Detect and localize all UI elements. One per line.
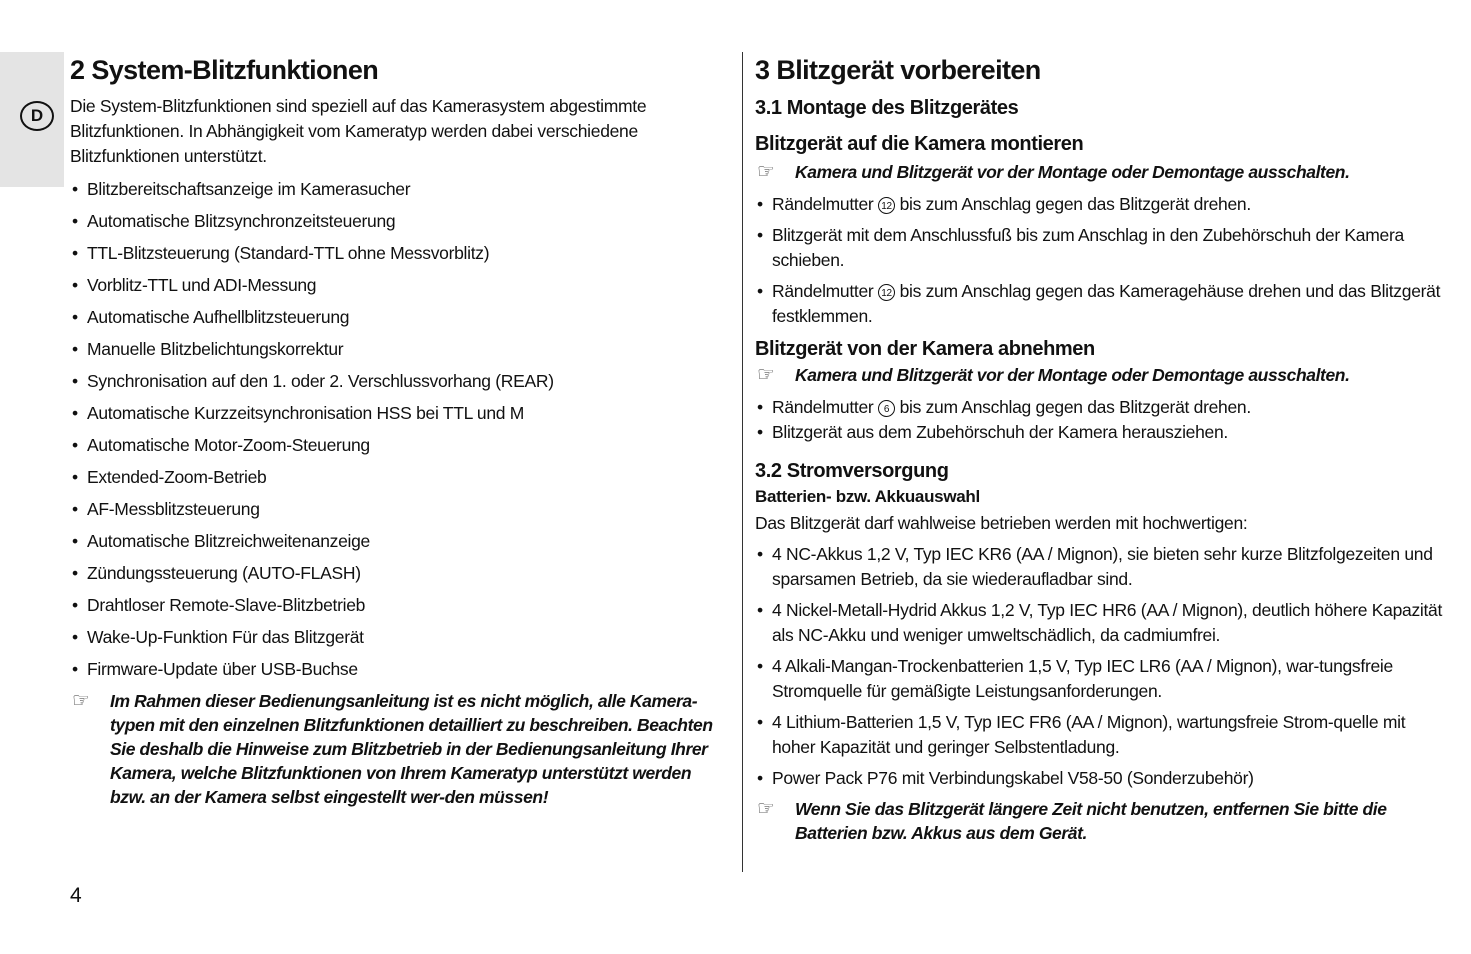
feature-item: • Automatische Blitzsynchronzeitsteuerung xyxy=(70,209,730,234)
right-column xyxy=(755,52,1445,845)
feature-item: • Firmware-Update über USB-Buchse xyxy=(70,657,730,682)
section-3-1-heading: 3.1 Montage des Blitzgerätes xyxy=(755,97,1019,119)
step-text: Rändelmutter xyxy=(772,281,874,301)
battery-intro: Das Blitzgerät darf wahlweise betrieben werden mit hochwertigen: xyxy=(755,513,1248,533)
section-3-2-heading: 3.2 Stromversorgung xyxy=(755,460,949,482)
mount-note xyxy=(755,160,1445,184)
feature-item: • Automatische Kurzzeitsynchronisation HSS bei TTL und M xyxy=(70,401,730,426)
remove-steps xyxy=(755,395,1445,445)
feature-item: • Vorblitz-TTL und ADI-Messung xyxy=(70,273,730,298)
step-text: Blitzgerät aus dem Zubehörschuh der Kamera herausziehen. xyxy=(772,422,1228,442)
feature-item: • Blitzbereitschaftsanzeige im Kamerasucher xyxy=(70,177,730,202)
step-item xyxy=(755,223,1445,273)
battery-item: • 4 Nickel-Metall-Hydrid Akkus 1,2 V, Typ IEC HR6 (AA / Mignon), deutlich höhere Kapazität als NC-Akku und weniger umweltschädlich, da cadmiumfrei. xyxy=(755,598,1445,648)
step-item xyxy=(755,420,1445,445)
battery-item: • 4 Alkali-Mangan-Trockenbatterien 1,5 V, Typ IEC LR6 (AA / Mignon), war-tungsfreie Stromquelle für gemäßigte Leistungsanforderungen. xyxy=(755,654,1445,704)
feature-list xyxy=(70,177,730,682)
feature-item: • Zündungssteuerung (AUTO-FLASH) xyxy=(70,561,730,586)
mount-steps xyxy=(755,192,1445,329)
step-text: Blitzgerät mit dem Anschlussfuß bis zum Anschlag in den Zubehörschuh der Kamera schieben. xyxy=(772,225,1404,270)
column-divider xyxy=(742,52,743,872)
remove-heading: Blitzgerät von der Kamera abnehmen xyxy=(755,338,1095,360)
left-note-text: Im Rahmen dieser Bedienungsanleitung ist es nicht möglich, alle Kamera-typen mit den einzelnen Blitzfunktionen detailliert zu beschreiben. Beachten Sie deshalb die Hinweise zum Blitzbetrieb in der Bedienungsanleitung Ihrer Kamera, welche Blitzfunktionen von Ihrem Kameratyp unterstützt werden bzw. an der Kamera selbst eingestellt wer-den müssen! xyxy=(110,691,713,807)
mount-heading: Blitzgerät auf die Kamera montieren xyxy=(755,133,1084,155)
pointing-hand-icon: ☞ xyxy=(757,161,775,183)
battery-heading: Batterien- bzw. Akkuauswahl xyxy=(755,487,980,506)
remove-note-text: Kamera und Blitzgerät vor der Montage oder Demontage ausschalten. xyxy=(795,365,1350,385)
step-item xyxy=(755,192,1445,217)
language-marker: D xyxy=(20,101,54,131)
step-text: bis zum Anschlag gegen das Kameragehäuse drehen und das Blitzgerät festklemmen. xyxy=(772,281,1441,326)
step-text: bis zum Anschlag gegen das Blitzgerät drehen. xyxy=(899,397,1251,417)
left-note xyxy=(70,689,730,809)
section-2-intro: Die System-Blitzfunktionen sind speziell auf das Kamerasystem abgestimmte Blitzfunktionen. In Abhängigkeit vom Kameratyp werden dabei verschiedene Blitzfunktionen unterstützt. xyxy=(70,96,647,166)
feature-item: • Extended-Zoom-Betrieb xyxy=(70,465,730,490)
mount-note-text: Kamera und Blitzgerät vor der Montage oder Demontage ausschalten. xyxy=(795,162,1350,182)
pointing-hand-icon: ☞ xyxy=(72,690,90,712)
section-2-heading: 2 System-Blitzfunktionen xyxy=(70,55,379,85)
battery-item: • 4 NC-Akkus 1,2 V, Typ IEC KR6 (AA / Mignon), sie bieten sehr kurze Blitzfolgezeiten und sparsamen Betrieb, da sie wiederaufladbar sind. xyxy=(755,542,1445,592)
feature-item: • TTL-Blitzsteuerung (Standard-TTL ohne Messvorblitz) xyxy=(70,241,730,266)
step-text: Rändelmutter xyxy=(772,397,874,417)
feature-item: • Manuelle Blitzbelichtungskorrektur xyxy=(70,337,730,362)
battery-note-text: Wenn Sie das Blitzgerät längere Zeit nicht benutzen, entfernen Sie bitte die Batterien bzw. Akkus aus dem Gerät. xyxy=(795,799,1387,843)
left-column xyxy=(70,52,730,809)
part-reference-number: 12 xyxy=(878,284,895,301)
feature-item: • AF-Messblitzsteuerung xyxy=(70,497,730,522)
feature-item: • Wake-Up-Funktion Für das Blitzgerät xyxy=(70,625,730,650)
step-text: Rändelmutter xyxy=(772,194,874,214)
step-item xyxy=(755,395,1445,420)
feature-item: • Automatische Aufhellblitzsteuerung xyxy=(70,305,730,330)
feature-item: • Automatische Motor-Zoom-Steuerung xyxy=(70,433,730,458)
feature-item: • Automatische Blitzreichweitenanzeige xyxy=(70,529,730,554)
pointing-hand-icon: ☞ xyxy=(757,798,775,820)
section-3-heading: 3 Blitzgerät vorbereiten xyxy=(755,55,1041,85)
part-reference-number: 12 xyxy=(878,197,895,214)
battery-note xyxy=(755,797,1445,845)
step-text: bis zum Anschlag gegen das Blitzgerät drehen. xyxy=(899,194,1251,214)
battery-item: • 4 Lithium-Batterien 1,5 V, Typ IEC FR6 (AA / Mignon), wartungsfreie Strom-quelle mit hoher Kapazität und geringer Selbstentladung. xyxy=(755,710,1445,760)
feature-item: • Synchronisation auf den 1. oder 2. Verschlussvorhang (REAR) xyxy=(70,369,730,394)
feature-item: • Drahtloser Remote-Slave-Blitzbetrieb xyxy=(70,593,730,618)
step-item xyxy=(755,279,1445,329)
remove-note xyxy=(755,363,1445,387)
battery-item: • Power Pack P76 mit Verbindungskabel V58-50 (Sonderzubehör) xyxy=(755,766,1445,791)
page-number: 4 xyxy=(70,884,82,907)
part-reference-number: 6 xyxy=(878,400,895,417)
battery-list xyxy=(755,542,1445,791)
pointing-hand-icon: ☞ xyxy=(757,364,775,386)
